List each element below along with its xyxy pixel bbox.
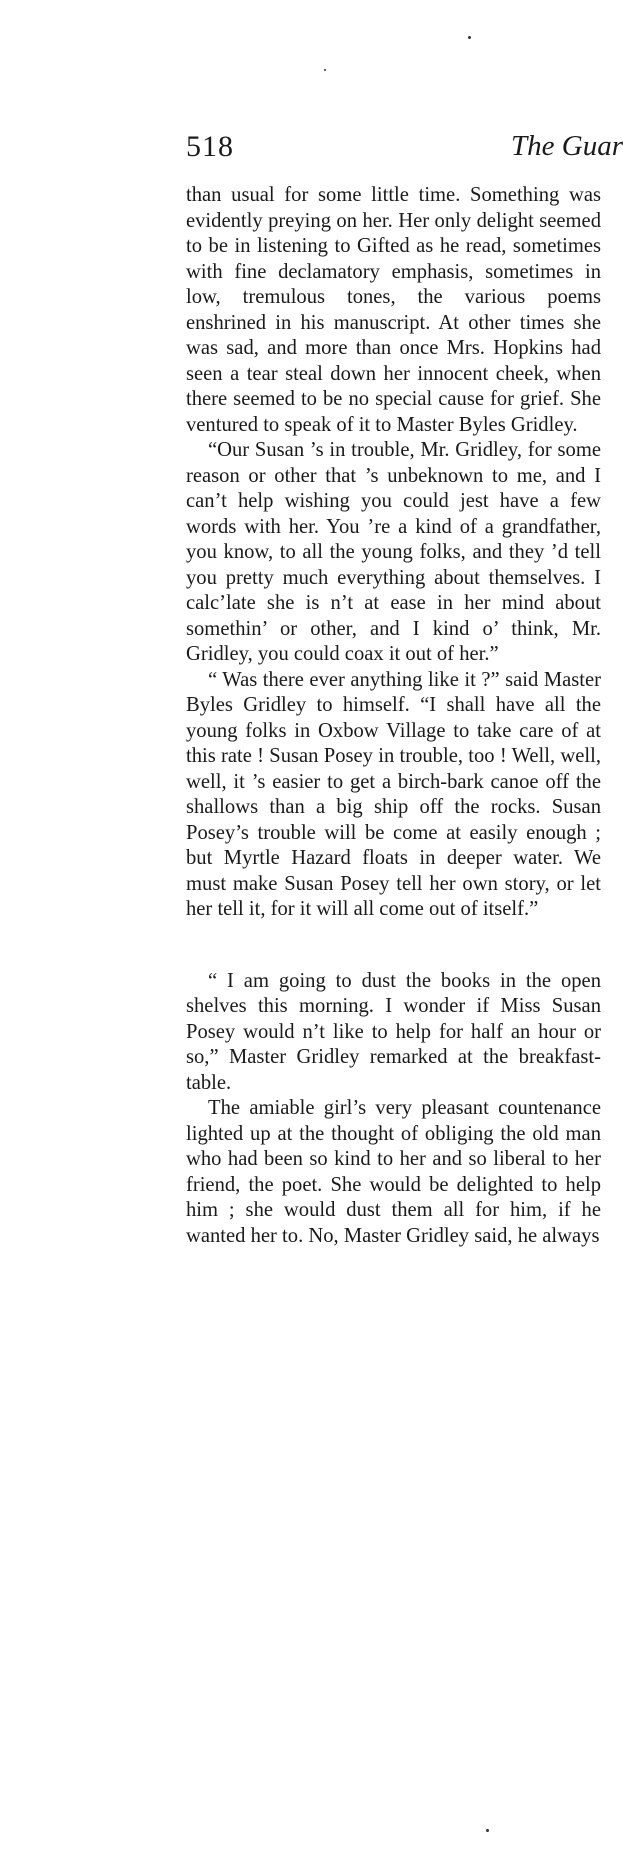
ink-speck: [324, 69, 326, 71]
paragraph: “ Was there ever anything like it ?” said Master Byles Gridley to himself. “I shall have all the young folks in Oxbow Village to take care of at this rate ! Susan Posey in trouble, too ! Well, well, well, it ’s easier to get a birch-bark canoe off the shallows than a big ship off the rocks. Susan Posey’s trouble will be come at easily enough ; but Myrtle Hazard floats in deeper water. We must make Susan Posey tell her own story, or let her tell it, for it will all come out of itself.”: [186, 668, 601, 920]
ink-speck: [486, 1829, 489, 1832]
paragraph: “Our Susan ’s in trouble, Mr. Gridley, for some reason or other that ’s unbeknown to me, and I can’t help wishing you could jest have a few words with her. You ’re a kind of a grandfather, you know, to all the young folks, and they ’d tell you pretty much everything about themselves. I calc’late she is n’t at ease in her mind about somethin’ or other, and I kind o’ think, Mr. Gridley, you could coax it out of her.”: [186, 439, 601, 665]
page-number: 518: [186, 130, 234, 163]
section-break: [186, 923, 601, 969]
page-header: [186, 130, 623, 174]
paragraph: The amiable girl’s very pleasant countenance lighted up at the thought of obliging the old man who had been so kind to her and so liberal to her friend, the poet. She would be delighted to help him ; she would dust them all for him, if he wanted her to. No, Master Gridley said, he always: [186, 1097, 601, 1247]
ink-speck: [468, 36, 471, 39]
paragraph: than usual for some little time. Something was evidently preying on her. Her only delight seemed to be in listening to Gifted as he read, sometimes with fine declamatory emphasis, sometimes in low, tremulous tones, the various poems enshrined in his manuscript. At other times she was sad, and more than once Mrs. Hopkins had seen a tear steal down her innocent cheek, when there seemed to be no special cause for grief. She ventured to speak of it to Master Byles Gridley.: [186, 184, 601, 436]
text-column: [186, 183, 601, 1249]
running-head: The Guar: [511, 130, 623, 162]
paragraph: “ I am going to dust the books in the open shelves this morning. I wonder if Miss Susan Posey would n’t like to help for half an hour or so,” Master Gridley remarked at the breakfast-table.: [186, 969, 601, 1094]
